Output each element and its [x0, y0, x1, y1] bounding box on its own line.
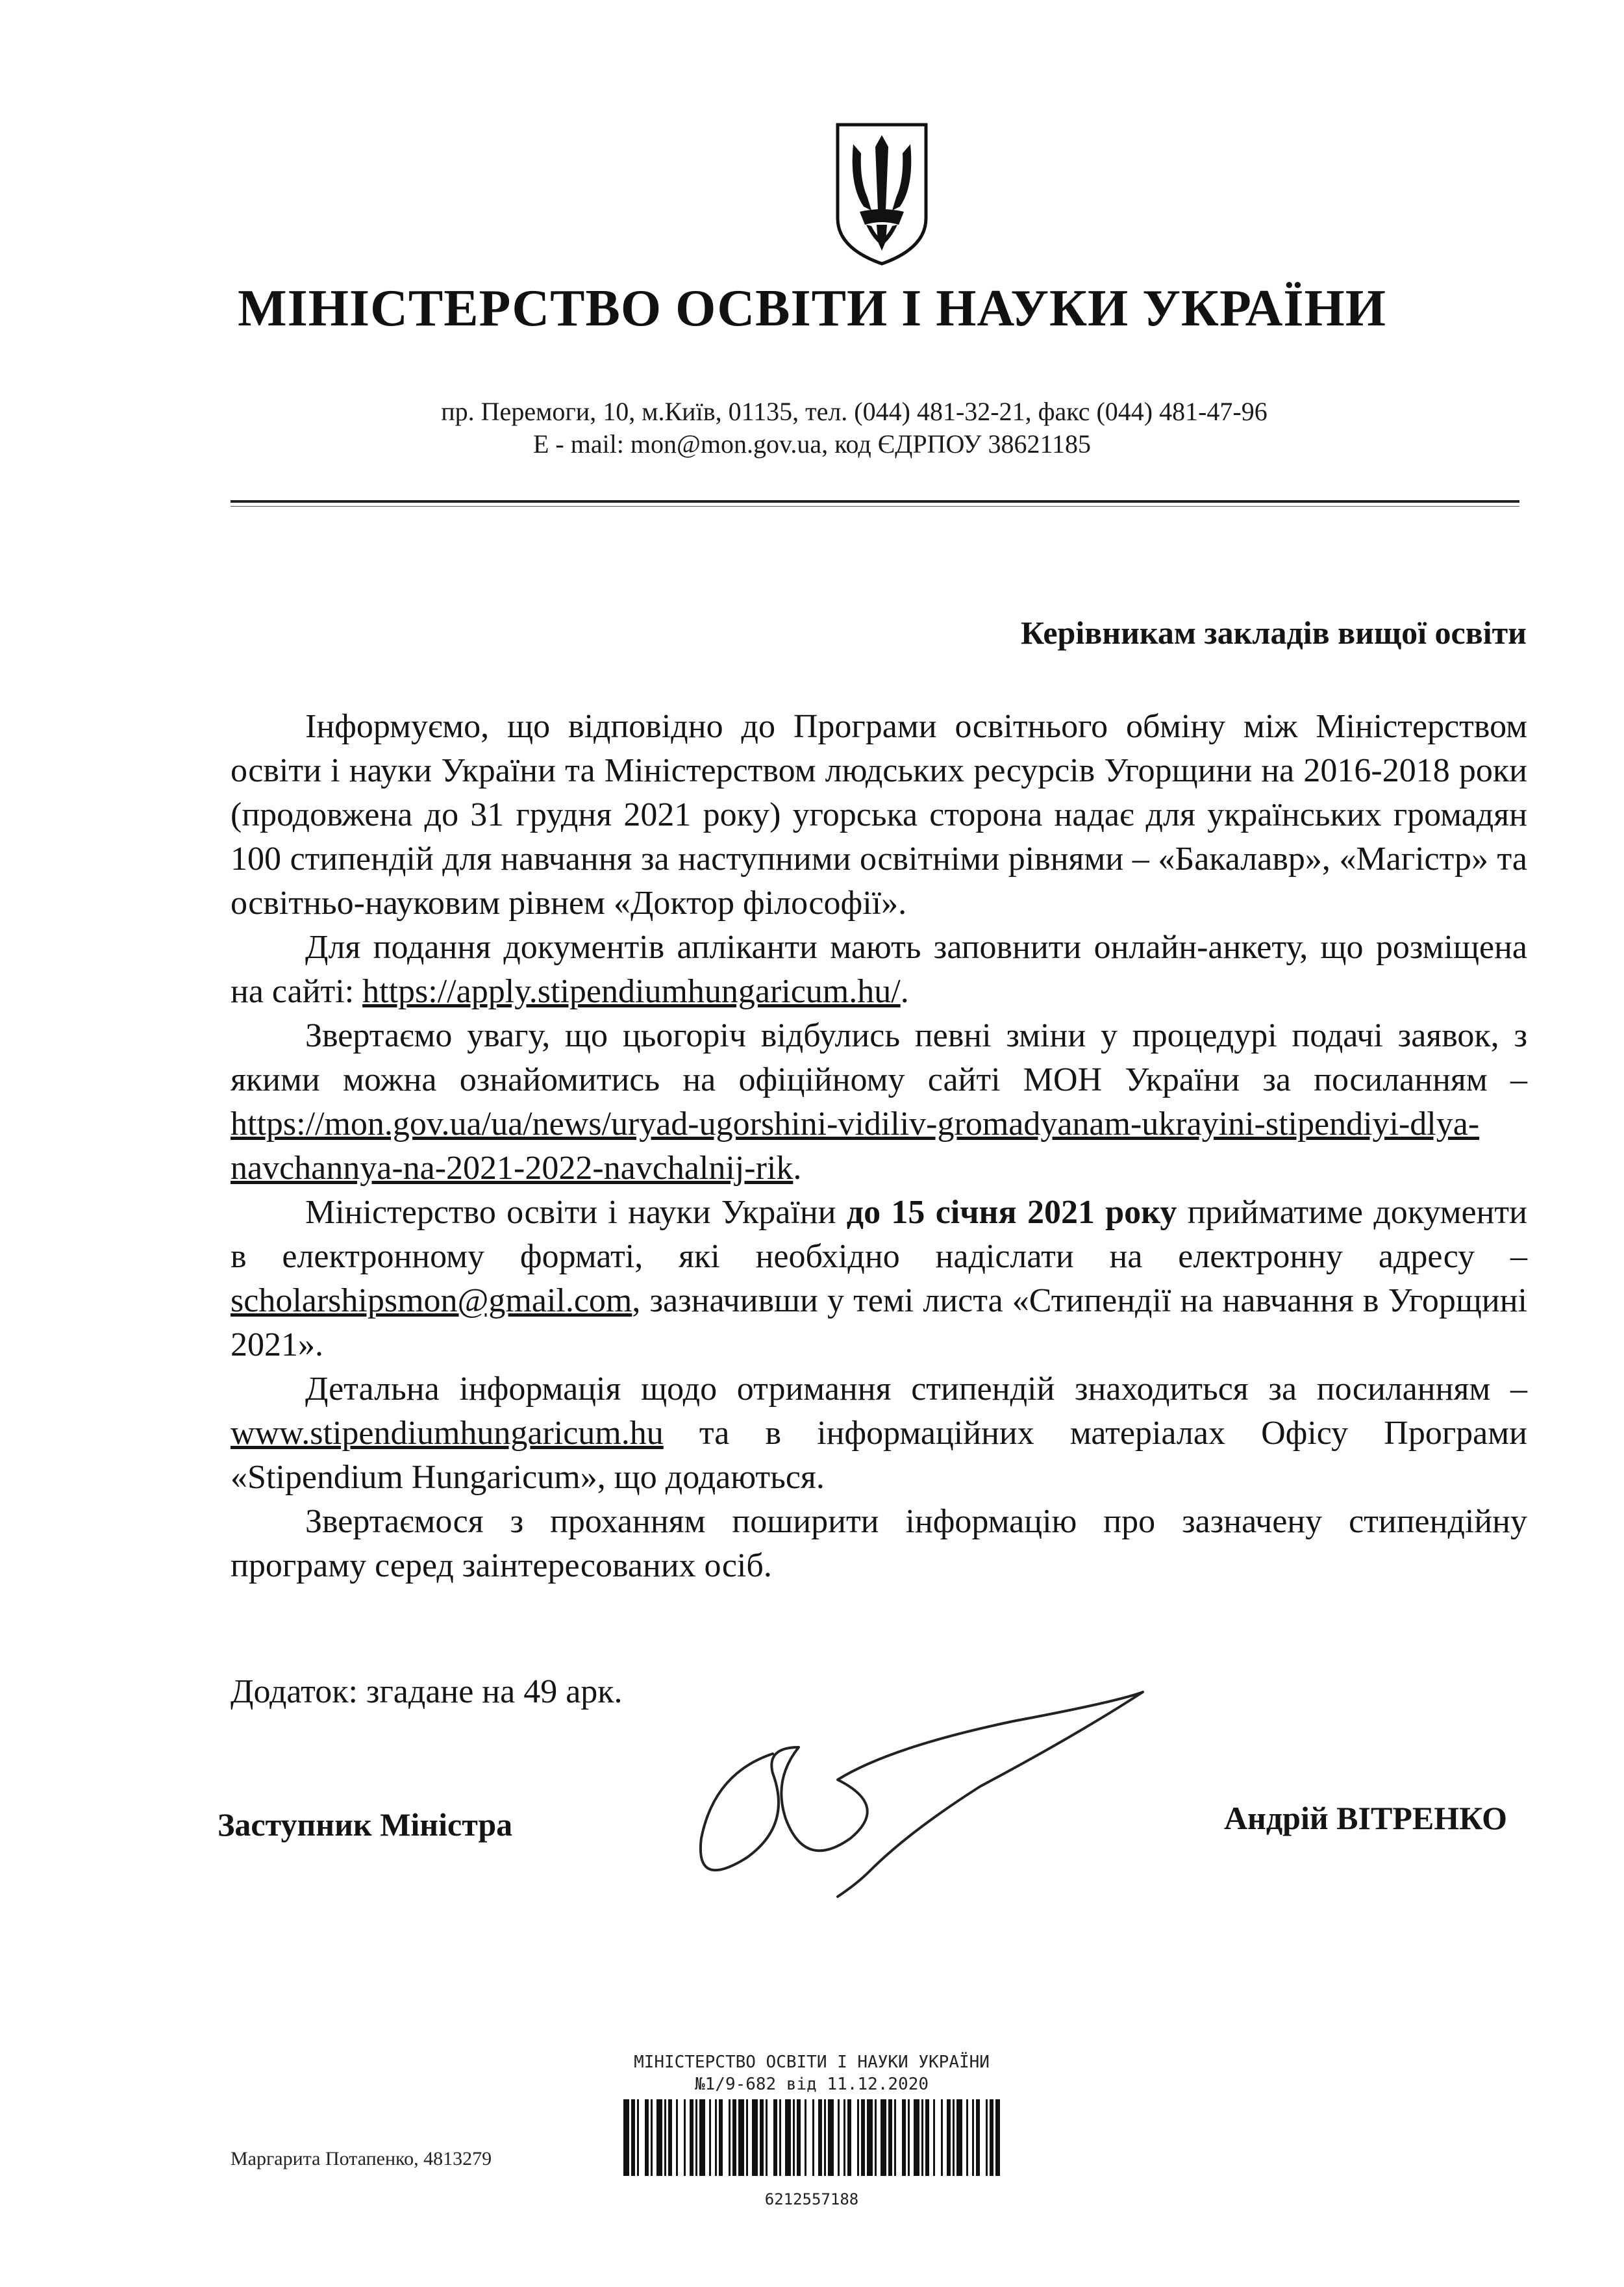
signatory-name: Андрій ВІТРЕНКО [1223, 1800, 1507, 1836]
paragraph-6: Звертаємося з проханням поширити інформацію про зазначену стипендійну програму серед заінтересованих осіб. [231, 1503, 1527, 1584]
mon-news-link[interactable]: https://mon.gov.ua/ua/news/uryad-ugorshini-vidiliv-gromadyanam-ukrayini-stipendiyi-dlya-navchannya-na-2021-2022-navchalnij-rik [231, 1106, 1480, 1187]
ministry-name: МІНІСТЕРСТВО ОСВІТИ І НАУКИ УКРАЇНИ [238, 280, 1386, 337]
executor-info: Маргарита Потапенко, 4813279 [231, 2148, 492, 2169]
paragraph-1: Інформуємо, що відповідно до Програми освітнього обміну між Міністерством освіти і науки України та Міністерством людських ресурсів Угорщини на 2016-2018 роки (продовжена до 31 грудня 2021 року) угорська сторона надає для українських громадян 100 стипендій для навчання за наступними освітніми рівнями – «Бакалавр», «Магістр» та освітньо-науковим рівнем «Доктор філософії». [231, 708, 1527, 922]
paragraph-3: Звертаємо увагу, що цьогоріч відбулись певні зміни у процедурі подачі заявок, з якими можна ознайомитись на офіційному сайті МОН України за посиланням – https://mon.gov.ua/ua/news/uryad-ugorshini-vidiliv-gromadyanam-ukrayini-stipendiyi-dlya-navchannya-na-2021-2022-navchalnij-rik. [231, 1017, 1527, 1187]
paragraph-5: Детальна інформація щодо отримання стипендій знаходиться за посиланням – www.stipendiumhungaricum.hu та в інформаційних матеріалах Офісу Програми «Stipendium Hungaricum», що додаються. [231, 1371, 1527, 1496]
email-link[interactable]: scholarshipsmon@gmail.com [231, 1282, 632, 1319]
address-line: пр. Перемоги, 10, м.Київ, 01135, тел. (044) 481-32-21, факс (044) 481-47-96 [441, 397, 1268, 426]
barcode [623, 2099, 1000, 2176]
paragraph-4: Міністерство освіти і науки України до 15 січня 2021 року прийматиме документи в електронному форматі, які необхідно надіслати на електронну адресу – scholarshipsmon@gmail.com, зазначивши у темі листа «Стипендії на навчання в Угорщині 2021». [231, 1194, 1527, 1363]
deadline: до 15 січня 2021 року [846, 1194, 1177, 1231]
letter-body [231, 705, 1527, 1588]
header-divider-thin [231, 506, 1519, 507]
attachment-note: Додаток: згадане на 49 арк. [231, 1673, 623, 1710]
stipendium-link[interactable]: www.stipendiumhungaricum.hu [231, 1415, 664, 1452]
paragraph-2: Для подання документів апліканти мають заповнити онлайн-анкету, що розміщена на сайті: https://apply.stipendiumhungaricum.hu/. [231, 929, 1527, 1010]
stamp-reg-number: №1/9-682 від 11.12.2020 [694, 2075, 929, 2094]
trident-coat-of-arms-icon [834, 121, 930, 268]
email-code-line: E - mail: mon@mon.gov.ua, код ЄДРПОУ 38621185 [532, 429, 1092, 459]
header-divider [231, 500, 1519, 503]
barcode-number: 6212557188 [764, 2190, 859, 2208]
handwritten-signature [675, 1676, 1175, 1923]
apply-link[interactable]: https://apply.stipendiumhungaricum.hu/ [362, 973, 901, 1010]
stamp-ministry: МІНІСТЕРСТВО ОСВІТИ І НАУКИ УКРАЇНИ [634, 2053, 990, 2072]
signatory-position: Заступник Міністра [218, 1806, 513, 1843]
addressee: Керівникам закладів вищої освіти [1021, 614, 1527, 651]
